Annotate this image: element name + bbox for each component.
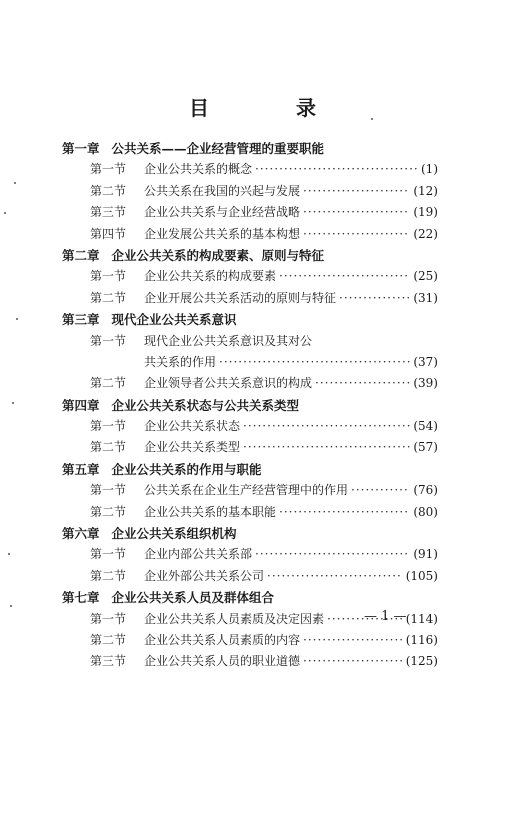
section-title: 企业公共关系类型 (144, 440, 241, 455)
page-ref: (54) (413, 419, 438, 434)
section-entry (62, 373, 438, 394)
section-title: 企业公共关系人员素质的内容 (144, 632, 301, 647)
dot-leader (303, 651, 403, 672)
section-title: 公共关系在企业生产经营管理中的作用 (144, 483, 349, 498)
dot-leader (351, 480, 410, 501)
dot-leader (315, 373, 410, 394)
chapter-number: 第七章 (62, 590, 100, 606)
dot-leader (279, 502, 410, 523)
section-title: 企业公共关系人员的职业道德 (144, 654, 301, 669)
section-title: 企业外部公共关系公司 (144, 568, 265, 583)
page-ref: (39) (413, 376, 438, 391)
section-number: 第二节 (90, 632, 127, 647)
chapter-heading (62, 587, 438, 608)
chapter-heading (62, 309, 438, 330)
section-title: 现代企业公共关系意识及其对公 (144, 333, 313, 348)
table-of-contents (62, 138, 438, 673)
section-entry (62, 224, 438, 245)
page-ref: (105) (405, 568, 438, 583)
section-number: 第一节 (90, 483, 127, 498)
section-entry (62, 159, 438, 180)
chapter-heading (62, 138, 438, 159)
section-title: 企业发展公共关系的基本构想 (144, 226, 301, 241)
section-entry (62, 544, 438, 565)
chapter-title: 企业公共关系的作用与职能 (111, 461, 262, 477)
section-title: 企业公共关系的概念 (144, 162, 253, 177)
section-title: 企业公共关系的基本职能 (144, 504, 277, 519)
chapter-number: 第四章 (62, 397, 100, 413)
scan-speck (12, 402, 14, 404)
dot-leader (339, 288, 410, 309)
page-number: — 1 — (364, 609, 407, 624)
chapter-heading (62, 395, 438, 416)
section-entry-continuation (62, 352, 438, 373)
section-number: 第二节 (90, 183, 127, 198)
chapter-heading (62, 245, 438, 266)
section-title-continued: 共关系的作用 (144, 354, 217, 369)
chapter-title: 现代企业公共关系意识 (111, 312, 237, 328)
chapter-number: 第六章 (62, 526, 100, 542)
page-ref: (31) (413, 290, 438, 305)
chapter-title: 企业公共关系组织机构 (111, 526, 237, 542)
page-ref: (116) (405, 632, 438, 647)
section-title: 企业内部公共关系部 (144, 547, 253, 562)
section-number: 第三节 (90, 205, 127, 220)
dot-leader (243, 437, 410, 458)
scan-speck (16, 318, 18, 320)
page-ref: (125) (405, 654, 438, 669)
dot-leader (267, 566, 403, 587)
chapter-title: 企业公共关系状态与公共关系类型 (111, 397, 300, 413)
section-number: 第一节 (90, 269, 127, 284)
scan-speck (4, 212, 6, 214)
page-title: 目 录 (189, 96, 356, 120)
section-entry (62, 202, 438, 223)
page-ref: (1) (421, 162, 438, 177)
section-entry (62, 288, 438, 309)
section-number: 第一节 (90, 611, 127, 626)
page-ref: (12) (413, 183, 438, 198)
section-title: 企业公共关系的构成要素 (144, 269, 277, 284)
section-title: 企业开展公共关系活动的原则与特征 (144, 290, 337, 305)
section-title: 企业公共关系与企业经营战略 (144, 205, 301, 220)
chapter-title: 企业公共关系的构成要素、原则与特征 (111, 247, 325, 263)
dot-leader (243, 416, 410, 437)
section-entry (62, 331, 438, 352)
chapter-number: 第三章 (62, 312, 100, 328)
page-ref: (19) (413, 205, 438, 220)
section-number: 第一节 (90, 419, 127, 434)
section-number: 第二节 (90, 440, 127, 455)
section-entry (62, 480, 438, 501)
chapter-heading (62, 459, 438, 480)
page-ref: (76) (413, 483, 438, 498)
chapter-number: 第一章 (62, 141, 100, 156)
section-title: 企业公共关系人员素质及决定因素 (144, 611, 325, 626)
chapter-heading (62, 523, 438, 544)
dot-leader (303, 630, 403, 651)
section-entry (62, 266, 438, 287)
section-entry (62, 566, 438, 587)
section-entry (62, 437, 438, 458)
scan-speck (14, 182, 16, 184)
chapter-title: 公共关系——企业经营管理的重要职能 (111, 141, 325, 156)
section-number: 第二节 (90, 504, 127, 519)
chapter-number: 第五章 (62, 461, 100, 477)
dot-leader (255, 544, 410, 565)
section-title: 公共关系在我国的兴起与发展 (144, 183, 301, 198)
section-title: 企业公共关系状态 (144, 419, 241, 434)
scan-speck (371, 118, 373, 120)
page-ref: (114) (405, 611, 438, 626)
chapter-number: 第二章 (62, 247, 100, 263)
section-number: 第四节 (90, 226, 127, 241)
section-number: 第二节 (90, 568, 127, 583)
section-number: 第一节 (90, 162, 127, 177)
section-number: 第一节 (90, 547, 127, 562)
section-title: 企业领导者公共关系意识的构成 (144, 376, 313, 391)
section-number: 第二节 (90, 290, 127, 305)
section-entry (62, 416, 438, 437)
page-ref: (91) (413, 547, 438, 562)
section-entry (62, 630, 438, 651)
dot-leader (255, 159, 418, 180)
dot-leader (219, 352, 410, 373)
scan-speck (10, 605, 12, 607)
scan-speck (8, 553, 10, 555)
section-entry (62, 502, 438, 523)
dot-leader (303, 181, 410, 202)
page-ref: (80) (413, 504, 438, 519)
chapter-title: 企业公共关系人员及群体组合 (111, 590, 275, 606)
section-number: 第二节 (90, 376, 127, 391)
section-entry (62, 181, 438, 202)
page-ref: (57) (413, 440, 438, 455)
section-number: 第一节 (90, 333, 127, 348)
page-ref: (37) (413, 354, 438, 369)
dot-leader (279, 266, 410, 287)
page-ref: (25) (413, 269, 438, 284)
dot-leader (303, 224, 410, 245)
page-ref: (22) (413, 226, 438, 241)
dot-leader (303, 202, 410, 223)
section-entry (62, 651, 438, 672)
section-number: 第三节 (90, 654, 127, 669)
